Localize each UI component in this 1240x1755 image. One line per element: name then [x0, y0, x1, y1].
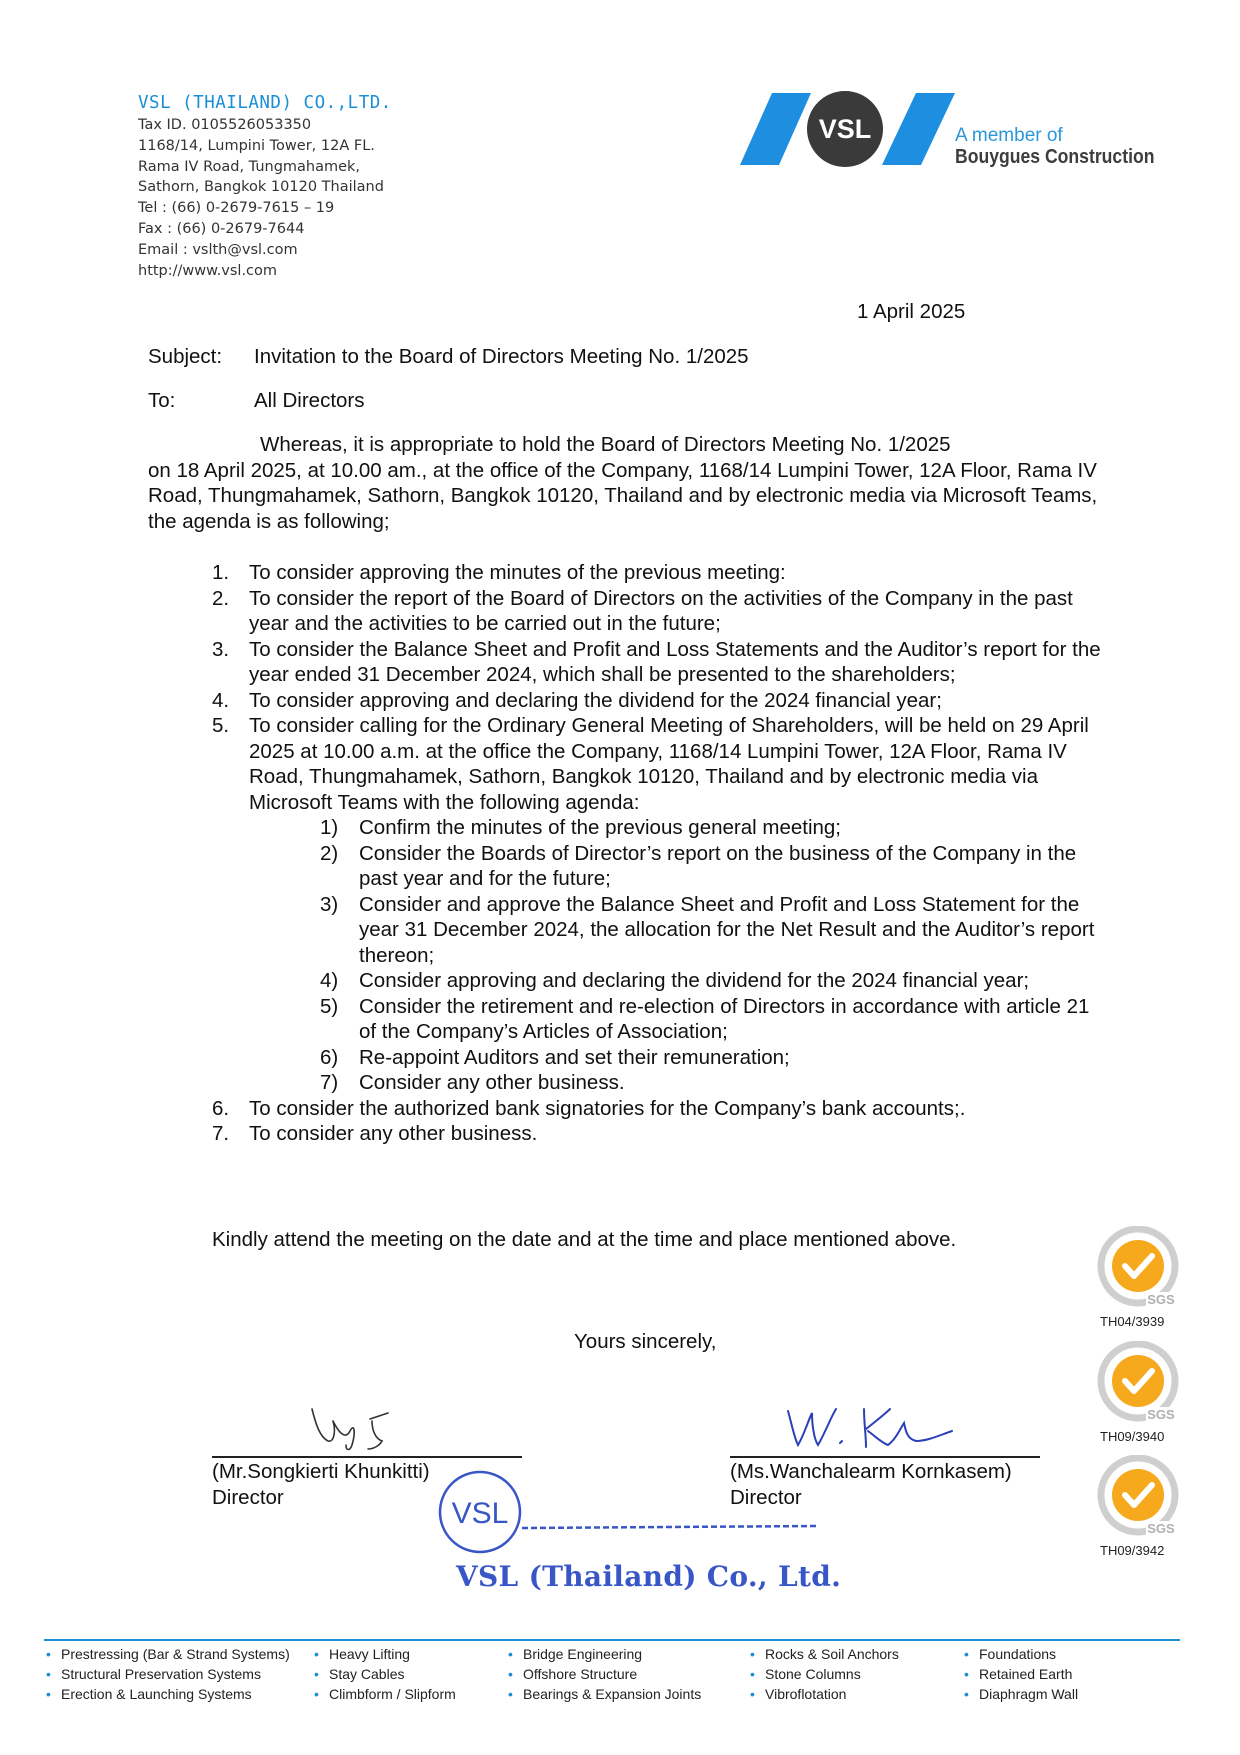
footer-service-item: • Rocks & Soil Anchors [748, 1644, 899, 1664]
signature-drawing-left [300, 1395, 430, 1455]
agenda-text: To consider the authorized bank signatories for the Company’s bank accounts;. [249, 1096, 966, 1120]
agenda-list [212, 560, 1112, 1147]
recipient-text: All Directors [254, 389, 365, 412]
agenda-item [212, 688, 1112, 714]
footer-services-column [962, 1644, 1078, 1704]
address-line: Tax ID. 0105526053350 [138, 117, 312, 133]
sub-agenda-number: 5) [320, 994, 339, 1018]
footer-service-item: • Diaphragm Wall [962, 1684, 1078, 1704]
sgs-certification-icon [1094, 1226, 1184, 1311]
agenda-item [212, 637, 1112, 688]
certificate-code: TH09/3940 [1100, 1429, 1165, 1444]
footer-service-item: • Prestressing (Bar & Strand Systems) [44, 1644, 290, 1664]
sub-agenda-text: Consider any other business. [359, 1071, 625, 1094]
sub-agenda-number: 4) [320, 969, 339, 992]
sub-agenda-text: Consider and approve the Balance Sheet and Profit and Loss Statement for the year 31 December 2024, the allocation for the Net Result and the Auditor’s report thereon; [359, 892, 1095, 967]
company-seal [438, 1468, 838, 1558]
sub-agenda-item [320, 968, 1112, 994]
sub-agenda-text: Consider the retirement and re-election of Directors in accordance with article 21 of the Company’s Articles of Association; [359, 994, 1090, 1043]
signatory-name: (Ms.Wanchalearm Kornkasem) [730, 1460, 1012, 1483]
footer-service-item: • Bearings & Expansion Joints [506, 1684, 701, 1704]
subject-label: Subject: [148, 345, 223, 368]
footer-service-item: • Vibroflotation [748, 1684, 899, 1704]
seal-text: VSL [451, 1497, 509, 1530]
agenda-text: To consider approving the minutes of the previous meeting: [249, 561, 786, 584]
stamp-company-name: VSL (Thailand) Co., Ltd. [456, 1560, 842, 1593]
sub-agenda-number: 2) [320, 841, 339, 865]
intro-first-line: Whereas, it is appropriate to hold the Board of Directors Meeting No. 1/2025 [260, 433, 951, 456]
website-line: http://www.vsl.com [138, 262, 278, 279]
sub-agenda-text: Consider approving and declaring the dividend for the 2024 financial year; [359, 969, 1030, 992]
email-line: Email : vslth@vsl.com [138, 241, 298, 258]
sub-agenda-item [320, 892, 1112, 969]
footer-services-column [506, 1644, 701, 1704]
footer-service-item: • Climbform / Slipform [312, 1684, 456, 1704]
signature-drawing-right [780, 1395, 960, 1455]
footer-divider [44, 1639, 1180, 1641]
footer-service-item: • Heavy Lifting [312, 1644, 456, 1664]
sub-agenda-text: Re-appoint Auditors and set their remuneration; [359, 1045, 790, 1069]
sub-agenda-text: Confirm the minutes of the previous general meeting; [359, 816, 842, 839]
sign-off: Yours sincerely, [574, 1330, 717, 1353]
agenda-text: To consider approving and declaring the dividend for the 2024 financial year; [249, 688, 942, 712]
sub-agenda-number: 1) [320, 816, 339, 839]
agenda-number: 3. [212, 637, 230, 661]
agenda-number: 1. [212, 561, 230, 584]
agenda-number: 4. [212, 688, 230, 712]
member-of-label: A member of [955, 125, 1063, 146]
agenda-item [212, 1121, 1112, 1147]
footer-services-column [44, 1644, 290, 1704]
agenda-text: To consider calling for the Ordinary General Meeting of Shareholders, will be held on 29 April 2025 at 10.00 a.m. at the office the Company, 1168/14 Lumpini Tower, 12A Floor, Rama IV Road, Thungmahamek, Sathorn, Bangkok 10120, Thailand and by electronic media via Microsoft Teams with the following agenda: [249, 714, 1089, 814]
intro-rest: on 18 April 2025, at 10.00 am., at the office of the Company, 1168/14 Lumpini Tower, 12A Floor, Rama IV Road, Thungmahamek, Sathorn, Bangkok 10120, Thailand and by electronic media via Microsoft Teams, the agenda is as following; [148, 458, 1098, 533]
signatory-title: Director [212, 1485, 284, 1509]
sgs-certification-icon [1094, 1455, 1184, 1540]
to-label: To: [148, 389, 176, 412]
footer-service-item: • Offshore Structure [506, 1664, 701, 1684]
sub-agenda-item [320, 815, 1112, 841]
sub-agenda-number: 7) [320, 1071, 339, 1094]
sub-agenda-number: 3) [320, 892, 339, 916]
agenda-item [212, 586, 1112, 637]
company-address-block [138, 92, 392, 281]
agenda-item [212, 560, 1112, 586]
signatory-title: Director [730, 1485, 802, 1509]
signature-line-right [730, 1456, 1040, 1458]
agenda-number: 6. [212, 1096, 230, 1120]
fax-line: Fax : (66) 0-2679-7644 [138, 220, 305, 237]
footer-service-item: • Structural Preservation Systems [44, 1664, 290, 1684]
sub-agenda-item [320, 1070, 1112, 1096]
agenda-item [212, 1096, 1112, 1122]
sub-agenda-item [320, 994, 1112, 1045]
signature-line-left [212, 1456, 522, 1458]
signatory-left [212, 1459, 430, 1510]
seal-dashed-line [522, 1526, 818, 1528]
sub-agenda-item [320, 1045, 1112, 1071]
address-line: Sathorn, Bangkok 10120 Thailand [138, 179, 384, 196]
svg-text:SGS: SGS [1147, 1521, 1175, 1536]
logo-left-stripe [740, 93, 811, 165]
footer-service-item: • Erection & Launching Systems [44, 1684, 290, 1704]
footer-service-item: • Stay Cables [312, 1664, 456, 1684]
certificate-code: TH04/3939 [1100, 1314, 1165, 1329]
closing-sentence: Kindly attend the meeting on the date and at the time and place mentioned above. [212, 1228, 957, 1251]
certificate-code: TH09/3942 [1100, 1543, 1165, 1558]
intro-paragraph [148, 432, 1108, 534]
footer-services-column [312, 1644, 456, 1704]
letter-date: 1 April 2025 [857, 300, 966, 323]
subject-text: Invitation to the Board of Directors Meeting No. 1/2025 [254, 345, 749, 368]
address-line: 1168/14, Lumpini Tower, 12A FL. [138, 137, 375, 154]
agenda-text: To consider any other business. [249, 1122, 538, 1145]
svg-text:SGS: SGS [1147, 1407, 1175, 1422]
agenda-text: To consider the Balance Sheet and Profit and Loss Statements and the Auditor’s report for the year ended 31 December 2024, which shall be presented to the shareholders; [249, 637, 1101, 686]
footer-service-item: • Bridge Engineering [506, 1644, 701, 1664]
agenda-item [212, 713, 1112, 815]
agenda-number: 7. [212, 1122, 230, 1145]
agenda-number: 5. [212, 714, 230, 737]
phone-line: Tel : (66) 0-2679-7615 – 19 [138, 200, 335, 217]
svg-text:SGS: SGS [1147, 1292, 1175, 1307]
footer-service-item: • Retained Earth [962, 1664, 1078, 1684]
sub-agenda-number: 6) [320, 1045, 339, 1069]
signatory-name: (Mr.Songkierti Khunkitti) [212, 1460, 430, 1483]
logo-right-stripe [882, 93, 955, 165]
company-name: VSL (THAILAND) CO.,LTD. [138, 93, 392, 113]
footer-services-column [748, 1644, 899, 1704]
agenda-text: To consider the report of the Board of Directors on the activities of the Company in the past year and the activities to be carried out in the future; [249, 586, 1073, 635]
address-line: Rama IV Road, Tungmahamek, [138, 158, 361, 175]
sub-agenda-item [320, 841, 1112, 892]
sub-agenda-text: Consider the Boards of Director’s report on the business of the Company in the past year and for the future; [359, 841, 1077, 890]
footer-service-item: • Foundations [962, 1644, 1078, 1664]
footer-service-item: • Stone Columns [748, 1664, 899, 1684]
parent-company-name: Bouygues Construction [955, 146, 1155, 168]
logo-text: VSL [818, 114, 872, 144]
agenda-number: 2. [212, 586, 230, 610]
sgs-certification-icon [1094, 1341, 1184, 1426]
